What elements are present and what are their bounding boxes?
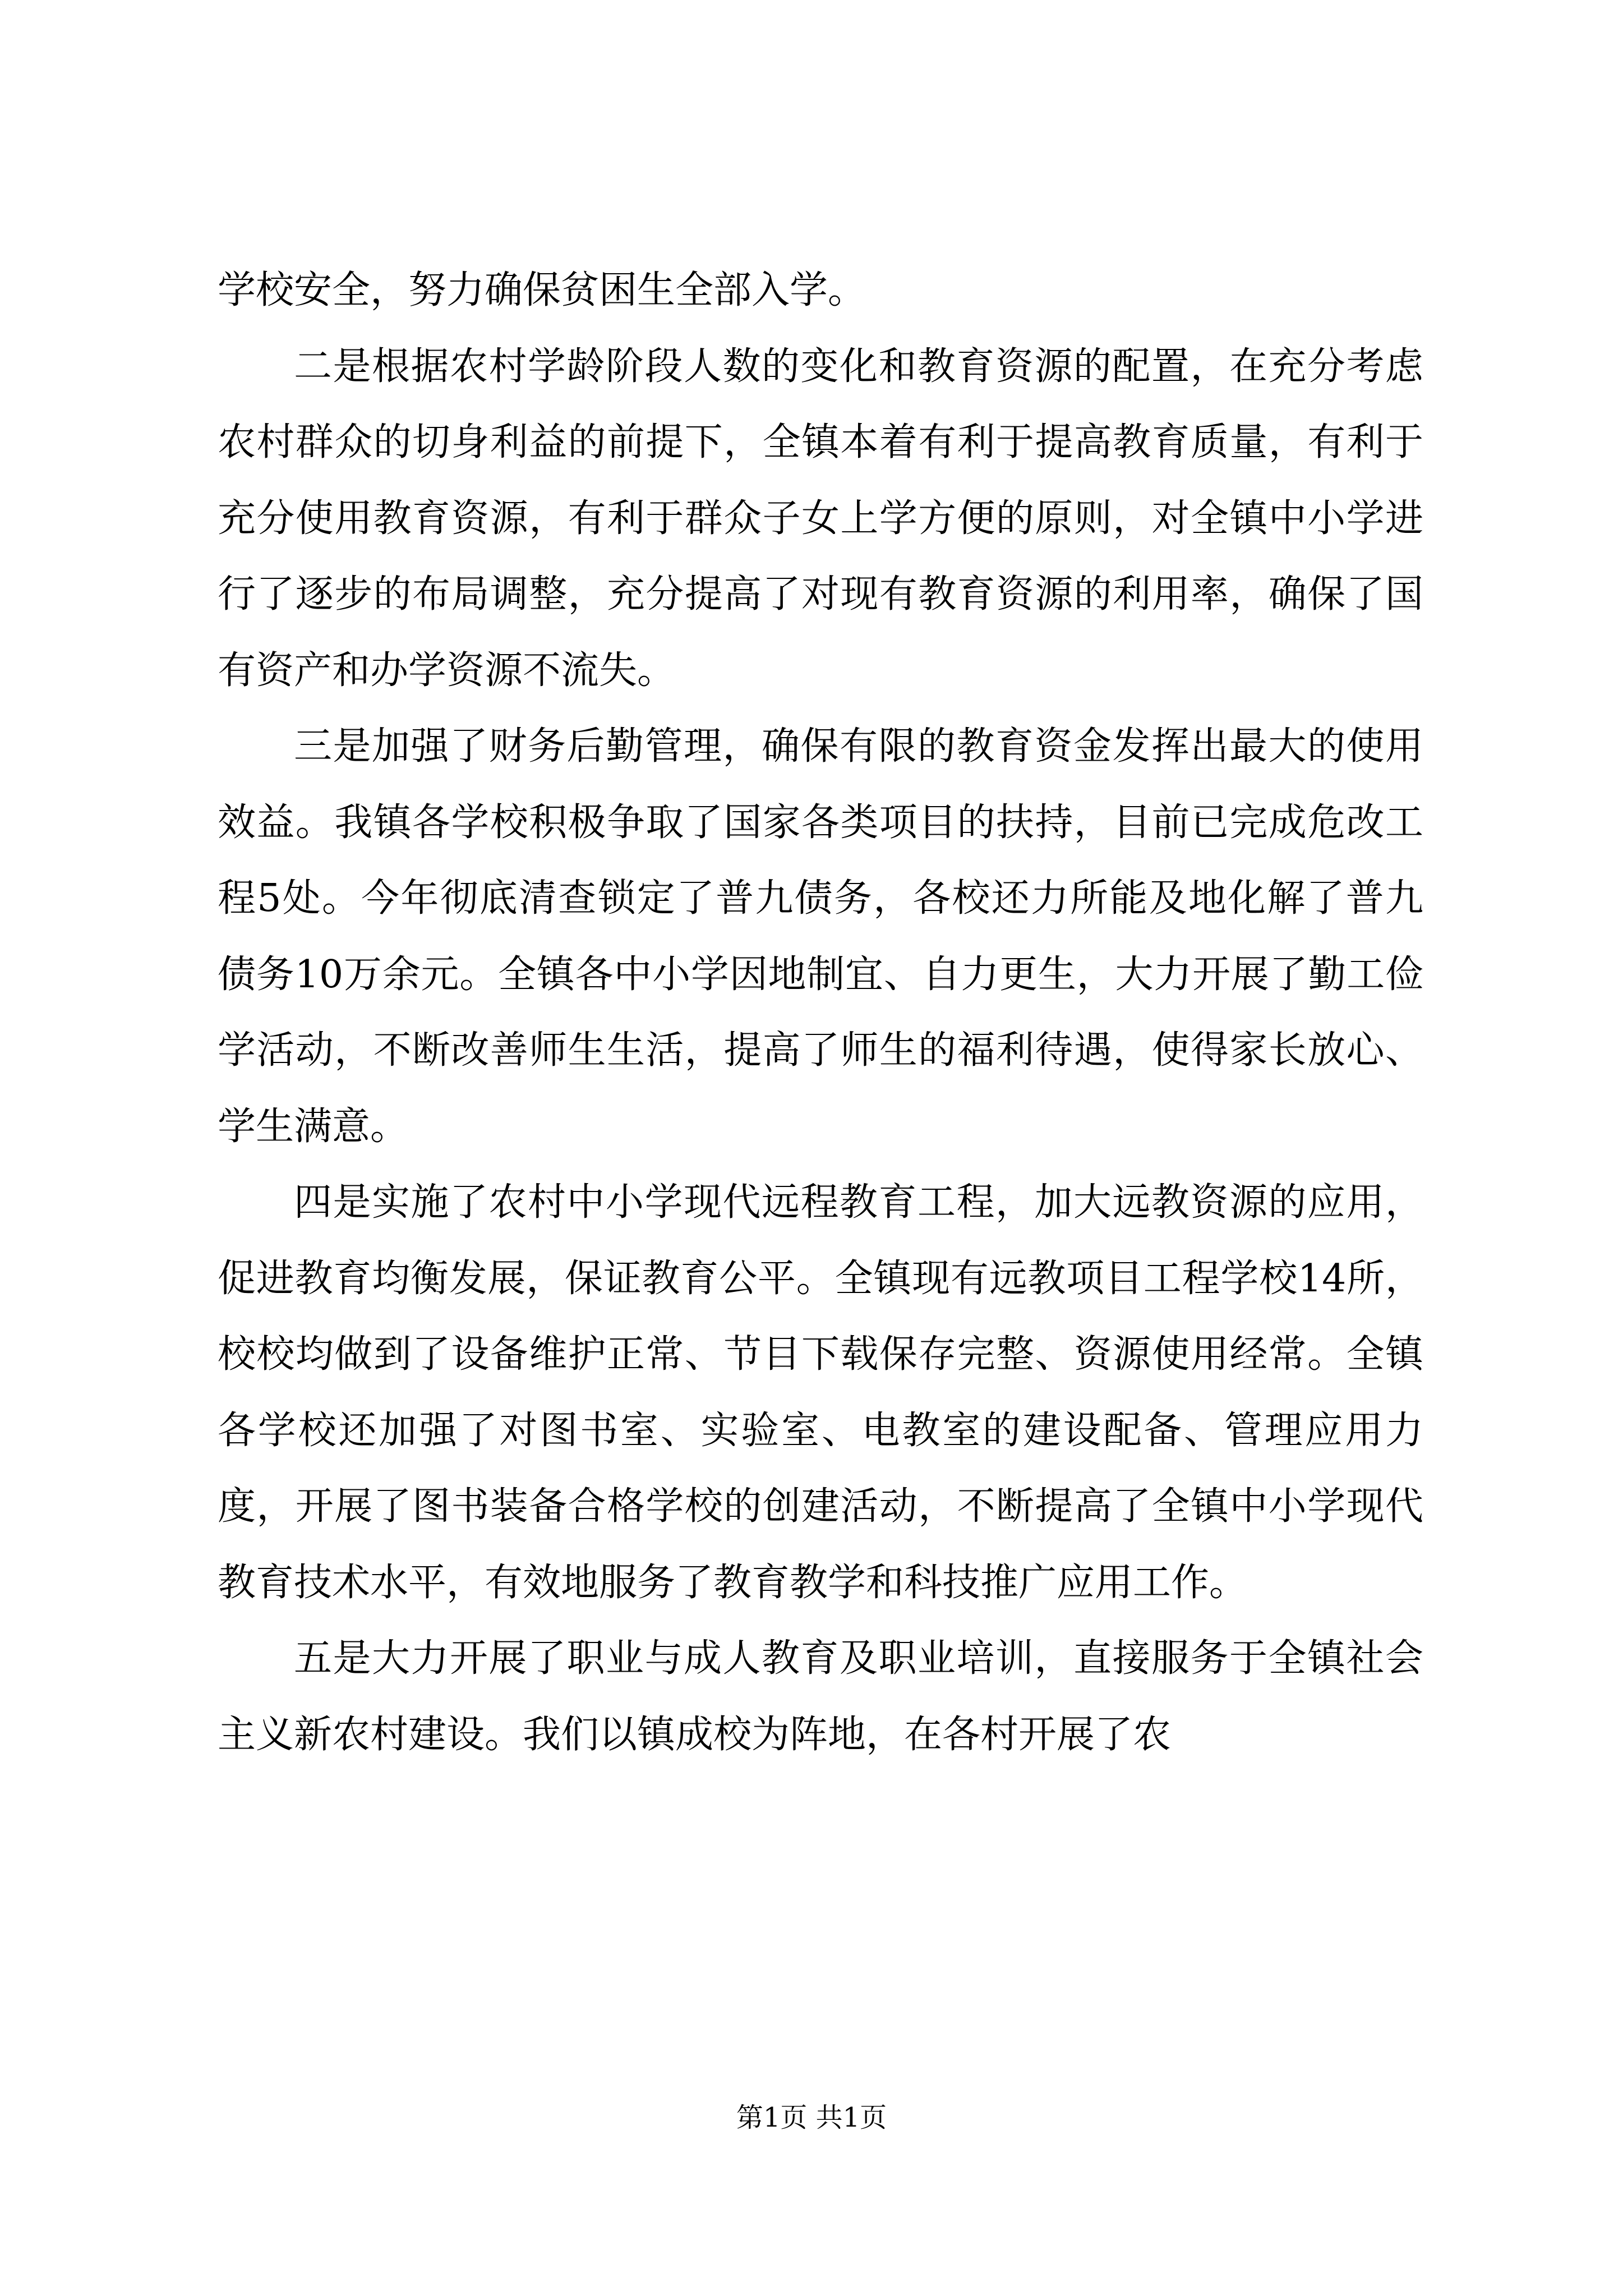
paragraph-3: 三是加强了财务后勤管理，确保有限的教育资金发挥出最大的使用效益。我镇各学校积极争取了国家各类项目的扶持，目前已完成危改工程5处。今年彻底清查锁定了普九债务，各校还力所能及地化解了普九债务10万余元。全镇各中小学因地制宜、自力更生，大力开展了勤工俭学活动，不断改善师生生活，提高了师生的福利待遇，使得家长放心、学生满意。 xyxy=(218,724,1423,1149)
paragraph-2: 二是根据农村学龄阶段人数的变化和教育资源的配置，在充分考虑农村群众的切身利益的前提下，全镇本着有利于提高教育质量，有利于充分使用教育资源，有利于群众子女上学方便的原则，对全镇中小学进行了逐步的布局调整，充分提高了对现有教育资源的利用率，确保了国有资产和办学资源不流失。 xyxy=(218,344,1423,693)
paragraph-1: 学校安全，努力确保贫困生全部入学。 xyxy=(218,268,866,312)
paragraph-4: 四是实施了农村中小学现代远程教育工程，加大远教资源的应用，促进教育均衡发展，保证教育公平。全镇现有远教项目工程学校14所，校校均做到了设备维护正常、节目下载保存完整、资源使用经常。全镇各学校还加强了对图书室、实验室、电教室的建设配备、管理应用力度，开展了图书装备合格学校的创建活动，不断提高了全镇中小学现代教育技术水平，有效地服务了教育教学和科技推广应用工作。 xyxy=(218,1180,1423,1605)
paragraph-5: 五是大力开展了职业与成人教育及职业培训，直接服务于全镇社会主义新农村建设。我们以镇成校为阵地，在各村开展了农 xyxy=(218,1636,1423,1757)
document-body xyxy=(218,252,1423,1773)
page-footer: 第1页 共1页 xyxy=(736,2102,887,2133)
